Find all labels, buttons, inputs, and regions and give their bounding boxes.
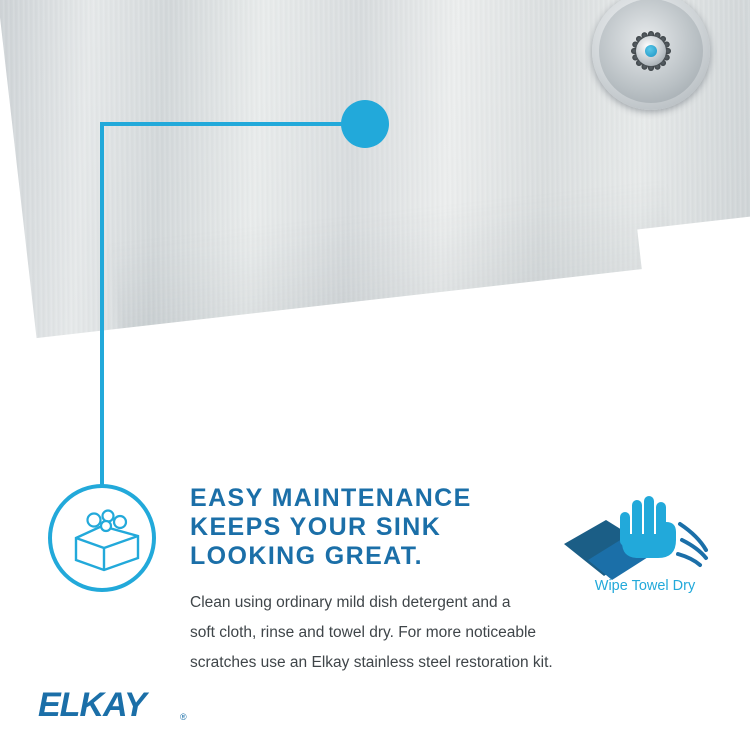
sink-drain-strainer <box>592 0 710 110</box>
registered-mark: ® <box>180 712 187 722</box>
body-line-3: scratches use an Elkay stainless steel restoration kit. <box>190 654 553 671</box>
headline-line-2: KEEPS YOUR SINK <box>190 513 442 541</box>
drain-center-hub <box>636 36 666 66</box>
headline <box>190 484 520 571</box>
callout-line-horizontal <box>100 122 345 126</box>
body-line-2: soft cloth, rinse and towel dry. For more noticeable <box>190 624 537 641</box>
body-line-1: Clean using ordinary mild dish detergent and a <box>190 594 511 611</box>
wipe-towel-dry-caption: Wipe Towel Dry <box>594 578 696 594</box>
elkay-wordmark: ELKAY <box>38 686 146 724</box>
headline-line-1: EASY MAINTENANCE <box>190 484 472 512</box>
sponge-icon-badge <box>48 484 156 592</box>
headline-line-3: LOOKING GREAT. <box>190 542 424 570</box>
elkay-logo <box>38 686 208 724</box>
callout-dot <box>341 100 389 148</box>
body-copy <box>190 588 562 678</box>
callout-line-vertical <box>100 122 104 492</box>
